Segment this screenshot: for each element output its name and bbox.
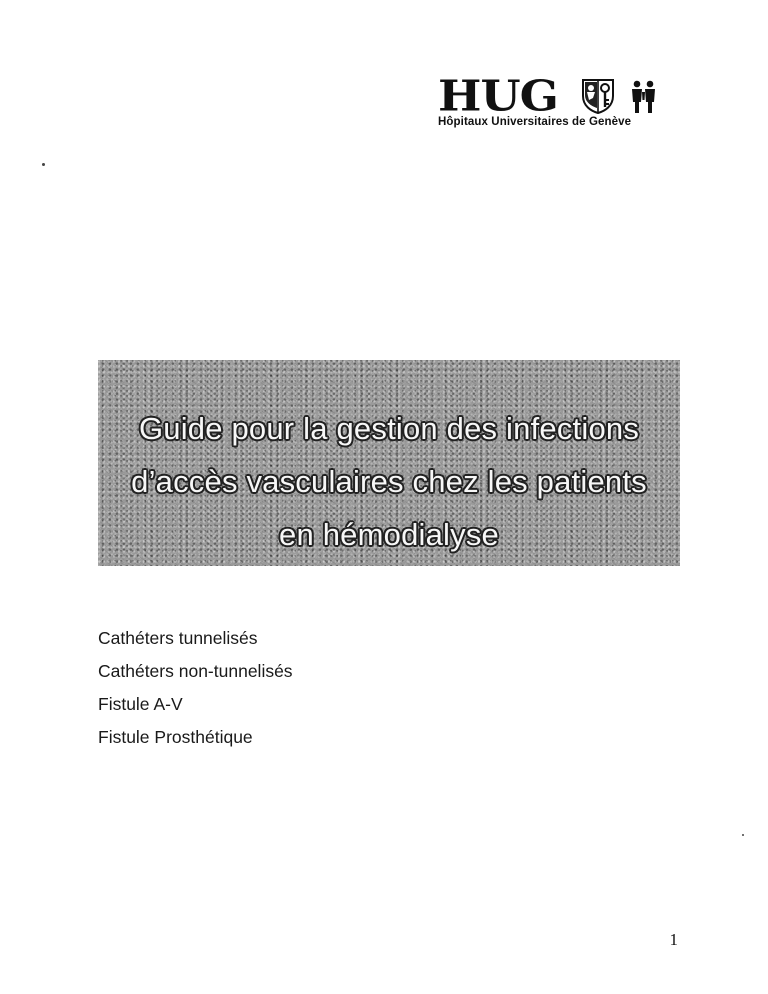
geneva-crest-icon bbox=[581, 78, 615, 114]
title-banner bbox=[98, 360, 680, 566]
logo-letters-text: HUG bbox=[438, 71, 558, 121]
list-item: Cathéters tunnelisés bbox=[98, 628, 258, 648]
list-item: Fistule Prosthétique bbox=[98, 727, 253, 747]
title-line: d’accès vasculaires chez les patients bbox=[131, 464, 647, 499]
logo-letters bbox=[438, 71, 558, 121]
access-type-list bbox=[98, 622, 498, 754]
list-item: Fistule A-V bbox=[98, 694, 183, 714]
list-item: Cathéters non-tunnelisés bbox=[98, 661, 293, 681]
page-number: 1 bbox=[669, 930, 678, 949]
logo-subtitle: Hôpitaux Universitaires de Genève bbox=[438, 116, 632, 128]
people-icon bbox=[630, 80, 658, 114]
scan-speck bbox=[42, 163, 45, 166]
hug-logo bbox=[438, 71, 670, 130]
scan-speck bbox=[742, 834, 744, 836]
title-line: Guide pour la gestion des infections bbox=[138, 411, 640, 446]
title-line: en hémodialyse bbox=[279, 517, 499, 552]
document-title bbox=[98, 402, 680, 561]
